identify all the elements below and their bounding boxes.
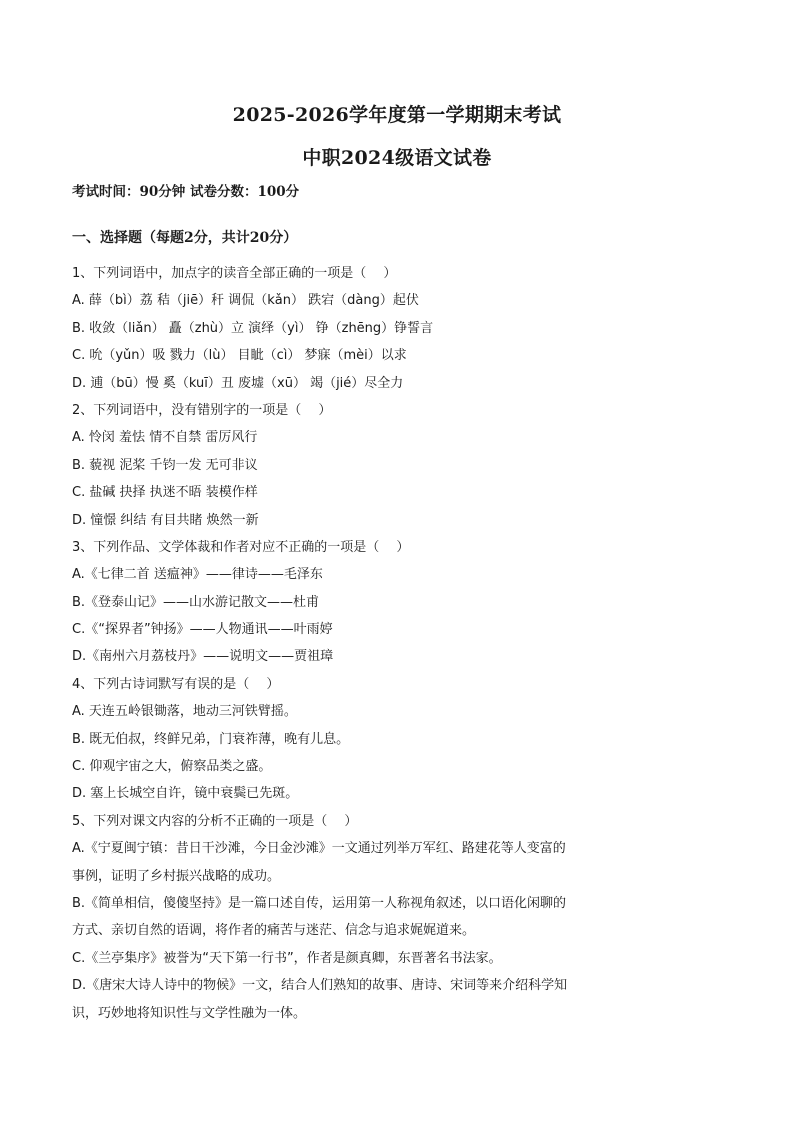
- option-c: C. 仰观宇宙之大，俯察品类之盛。: [72, 759, 272, 775]
- option-d-continued: 识，巧妙地将知识性与文学性融为一体。: [72, 1005, 307, 1021]
- option-c: C.《“探界者”钟扬》——人物通讯——叶雨婷: [72, 622, 333, 638]
- question-3: [72, 534, 612, 671]
- question-4: [72, 671, 612, 808]
- question-stem: 4、下列古诗词默写有误的是（ ）: [72, 676, 280, 692]
- option-c: C. 盐碱 抉择 执迷不晤 装模作样: [72, 485, 258, 501]
- question-stem: 2、下列词语中，没有错别字的一项是（ ）: [72, 402, 332, 418]
- question-stem: 3、下列作品、文学体裁和作者对应不正确的一项是（ ）: [72, 539, 410, 555]
- option-b: B. 收敛（liǎn） 矗（zhù）立 演绎（yì） 铮（zhēng）铮誓言: [72, 320, 434, 336]
- exam-meta: 考试时间：90分钟 试卷分数：100分: [72, 184, 300, 200]
- option-d: D.《唐宋大诗人诗中的物候》一文，结合人们熟知的故事、唐诗、宋词等来介绍科学知: [72, 978, 568, 994]
- option-b: B.《简单相信，傻傻坚持》是一篇口述自传，运用第一人称视角叙述，以口语化闲聊的: [72, 895, 567, 911]
- question-1: [72, 260, 612, 397]
- question-stem: 5、下列对课文内容的分析不正确的一项是（ ）: [72, 813, 358, 829]
- exam-title: 2025-2026学年度第一学期期末考试: [232, 104, 562, 126]
- option-a: A. 怜闵 羞怯 情不自禁 雷厉风行: [72, 430, 258, 446]
- question-2: [72, 397, 612, 534]
- exam-subtitle: 中职2024级语文试卷: [302, 147, 492, 169]
- option-c: C.《兰亭集序》被誉为“天下第一行书”，作者是颜真卿，东晋著名书法家。: [72, 950, 502, 966]
- question-list: [72, 260, 612, 1027]
- option-b: B.《登泰山记》——山水游记散文——杜甫: [72, 594, 320, 610]
- option-d: D. 逋（bū）慢 奚（kuī）丑 废墟（xū） 竭（jié）尽全力: [72, 375, 404, 391]
- option-a-continued: 事例，证明了乡村振兴战略的成功。: [72, 868, 281, 884]
- option-a: A.《宁夏闽宁镇：昔日干沙滩，今日金沙滩》一文通过列举万军红、路建花等人变富的: [72, 841, 566, 857]
- option-b: B. 藐视 泥桨 千钧一发 无可非议: [72, 457, 258, 473]
- section-heading: 一、选择题（每题2分，共计20分）: [72, 230, 298, 246]
- option-a: A.《七律二首 送瘟神》——律诗——毛泽东: [72, 567, 323, 583]
- option-d: D. 塞上长城空自许，镜中衰鬓已先斑。: [72, 786, 299, 802]
- option-d: D. 憧憬 纠结 有目共睹 焕然一新: [72, 512, 259, 528]
- option-c: C. 吮（yǔn）吸 戮力（lù） 目眦（cì） 梦寐（mèi）以求: [72, 348, 407, 364]
- question-stem: 1、下列词语中，加点字的读音全部正确的一项是（ ）: [72, 266, 397, 281]
- option-d: D.《南州六月荔枝丹》——说明文——贾祖璋: [72, 649, 334, 665]
- option-a: A. 天连五岭银锄落，地动三河铁臂摇。: [72, 704, 297, 720]
- option-b-continued: 方式、亲切自然的语调，将作者的痛苦与迷茫、信念与追求娓娓道来。: [72, 923, 476, 939]
- option-a: A. 薛（bì）荔 秸（jiē）秆 调侃（kǎn） 跌宕（dàng）起伏: [72, 293, 419, 309]
- question-5: [72, 808, 612, 1027]
- option-b: B. 既无伯叔，终鲜兄弟，门衰祚薄，晚有儿息。: [72, 731, 350, 747]
